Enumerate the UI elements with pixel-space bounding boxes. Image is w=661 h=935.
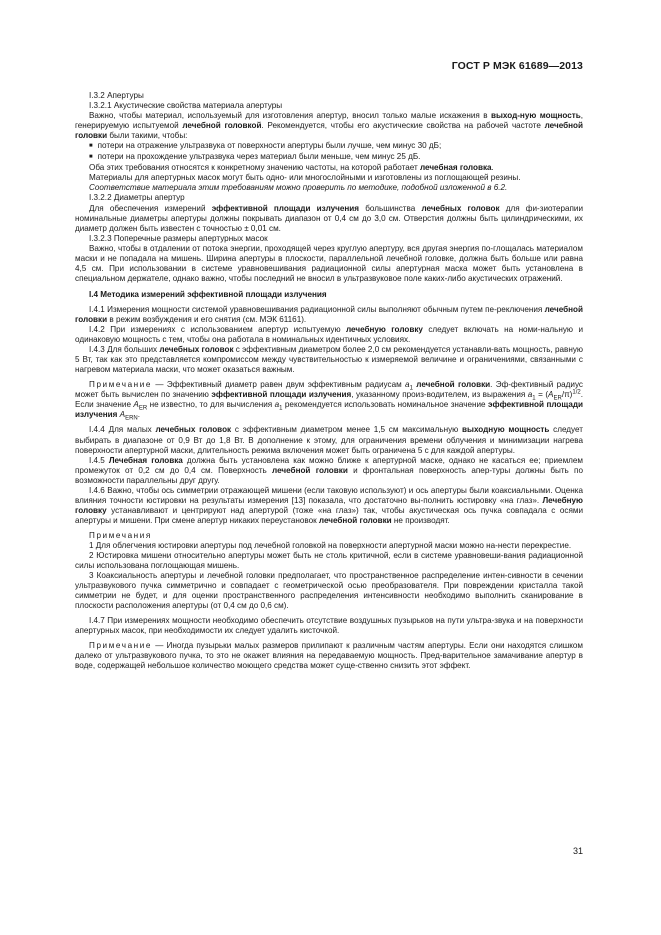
page-number: 31 [572, 846, 583, 856]
paragraph: Материалы для апертурных масок могут быть одно- или многослойными и изготовлены из поглощающей резины. [89, 173, 521, 183]
paragraph: I.3.2 Апертуры [89, 91, 144, 100]
paragraph: I.4.6 Важно, чтобы ось симметрии отражающей мишени (если таковую используют) и ось апертуры были коаксиальными. Оценка влияния точности юстировки на результаты измерения [13] показала, что достаточно вы-полнить юстировку «на глаз». Лечебную головку устанавливают и центрируют над апертурой (тоже «на глаз») так, чтобы акустическая ось пучка совпадала с осями апертуры и мишени. При смене апертур никаких переустановок лечебной головки не производят. [75, 485, 583, 525]
paragraph: 1 Для облегчения юстировки апертуры под лечебной головкой на поверхности апертурной маски можно на-нести перекрестие. [89, 540, 572, 550]
paragraph: Для обеспечения измерений эффективной площади излучения большинства лечебных головок для фи-зиотерапии номинальные диаметры апертуры должны покрывать диапазон от 0,4 см до 3,0 см. Отверстия должны быть цилиндрическими, их диаметр должен быть известен с точностью ± 0,01 см. [75, 203, 583, 233]
paragraph: I.4 Методика измерений эффективной площади излучения [89, 289, 327, 299]
paragraph: 3 Коаксиальность апертуры и лечебной головки предполагает, что пространственное распределение интен-сивности в сечении ультразвукового пучка симметрично и совпадает с геометрической осью преобразователя. При повреждении кристалла такой симметрии не будет, и для оценки пространственного распределения интенсивности необходимо выполнить сканирование в плоскости расположения апертуры (от 0,4 см до 0,6 см). [75, 571, 583, 611]
paragraph: I.4.7 При измерениях мощности необходимо обеспечить отсутствие воздушных пузырьков на пути ультра-звука и на поверхности апертурных масок, при необходимости их следует удалить кисточкой. [75, 616, 583, 636]
paragraph: I.3.2.1 Акустические свойства материала апертуры [89, 101, 283, 111]
paragraph: I.4.3 Для больших лечебных головок с эффективным диаметром более 2,0 см рекомендуется устанавли-вать мощность, равную 5 Вт, так как это представляется компромиссом между чувствительностью к измеряемой величине и ограничениями, связанными с нагревом материала маски, что может оказаться важным. [75, 345, 583, 375]
paragraph: 2 Юстировка мишени относительно апертуры может быть не столь критичной, если в системе уравновеши-вания радиационной силы использована поглощающая мишень. [75, 551, 583, 571]
paragraph: I.4.2 При измерениях с использованием апертур испытуемую лечебную головку следует включать на номи-нальную и одинаковую мощность с тем, чтобы она работала в номинальных идентичных условиях. [75, 325, 583, 345]
paragraph: Важно, чтобы в отдалении от потока энергии, проходящей через круглую апертуру, вся другая энергия по-глощалась материалом маски и не попадала на мишень. Ширина апертуры в плоскости, параллельной лечебной головке, должна быть больше или равна 4,5 см. При использовании в системе уравновешивания радиационной силы апертурная маска может быть установлена в специальном держателе, однако важно, чтобы последний не вносил в ультразвуковое поле каких-либо акустических отражений. [75, 243, 583, 283]
paragraph: ■ потери на прохождение ультразвука через материал были меньше, чем минус 25 дБ. [75, 152, 583, 163]
paragraph: Примечание — Иногда пузырьки малых размеров прилипают к различным частям апертуры. Если они находятся слишком далеко от ультразвукового пучка, то это не окажет влияния на передаваемую мощность. Пред-варительное замачивание апертур в воде, содержащей небольшое количество моющего средства может суще-ственно снизить этот эффект. [75, 641, 583, 671]
paragraph: I.4.4 Для малых лечебных головок с эффективным диаметром менее 1,5 см максимальную выходную мощность следует выбирать в диапазоне от 0,9 Вт до 1,8 Вт. В дополнение к этому, для ограничения времени облучения и минимизации нагрева поверхности апертурной маски, длительность режима включения может быть ограничена 5 с для каждой апертуры. [75, 425, 583, 455]
paragraph: Примечание — Эффективный диаметр равен двум эффективным радиусам $a_1$ лечебной головки. Эф-фективный радиус может быть вычислен по значению эффективной площади излучения, указанному произ-водителем, из выражения $a_1 = (A_{ER}/\pi)^{1/2}$. Если значение $A_{ER}$ не известно, то для вычисления $a_1$ рекомендуется использовать номинальное значение эффективной площади излучения $A_{ERN}$. [75, 380, 584, 423]
paragraph: Важно, чтобы материал, используемый для изготовления апертур, вносил только малые искажения в выход-ную мощность, генерируемую испытуемой лечебной головкой. Рекомендуется, чтобы его акустические свойства на рабочей частоте лечебной головки были такими, чтобы: [75, 111, 583, 141]
paragraph: ■ потери на отражение ультразвука от поверхности апертуры были лучше, чем минус 30 дБ; [75, 141, 583, 152]
paragraph: I.4.1 Измерения мощности системой уравновешивания радиационной силы выполняют обычным путем пе-реключения лечебной головки в режим возбуждения и его снятия (см. МЭК 61161). [75, 304, 583, 324]
paragraph: Оба этих требования относятся к конкретному значению частоты, на которой работает лечебная головка. [89, 163, 494, 173]
document-body [75, 91, 583, 672]
paragraph: I.3.2.2 Диаметры апертур [89, 193, 185, 203]
paragraph: Примечания [89, 530, 152, 540]
paragraph: I.3.2.3 Поперечные размеры апертурных масок [89, 233, 268, 243]
paragraph: Соответствие материала этим требованиям можно проверить по методике, подобной изложенной в 6.2. [89, 183, 508, 193]
paragraph: I.4.5 Лечебная головка должна быть установлена как можно ближе к апертурной маске, однако не касаться ее; приемлем промежуток от 0,2 см до 0,4 см. Поверхность лечебной головки и фронтальная поверхность апер-туры должны быть по возможности параллельны друг другу. [75, 455, 583, 485]
document-header: ГОСТ Р МЭК 61689—2013 [451, 60, 583, 72]
